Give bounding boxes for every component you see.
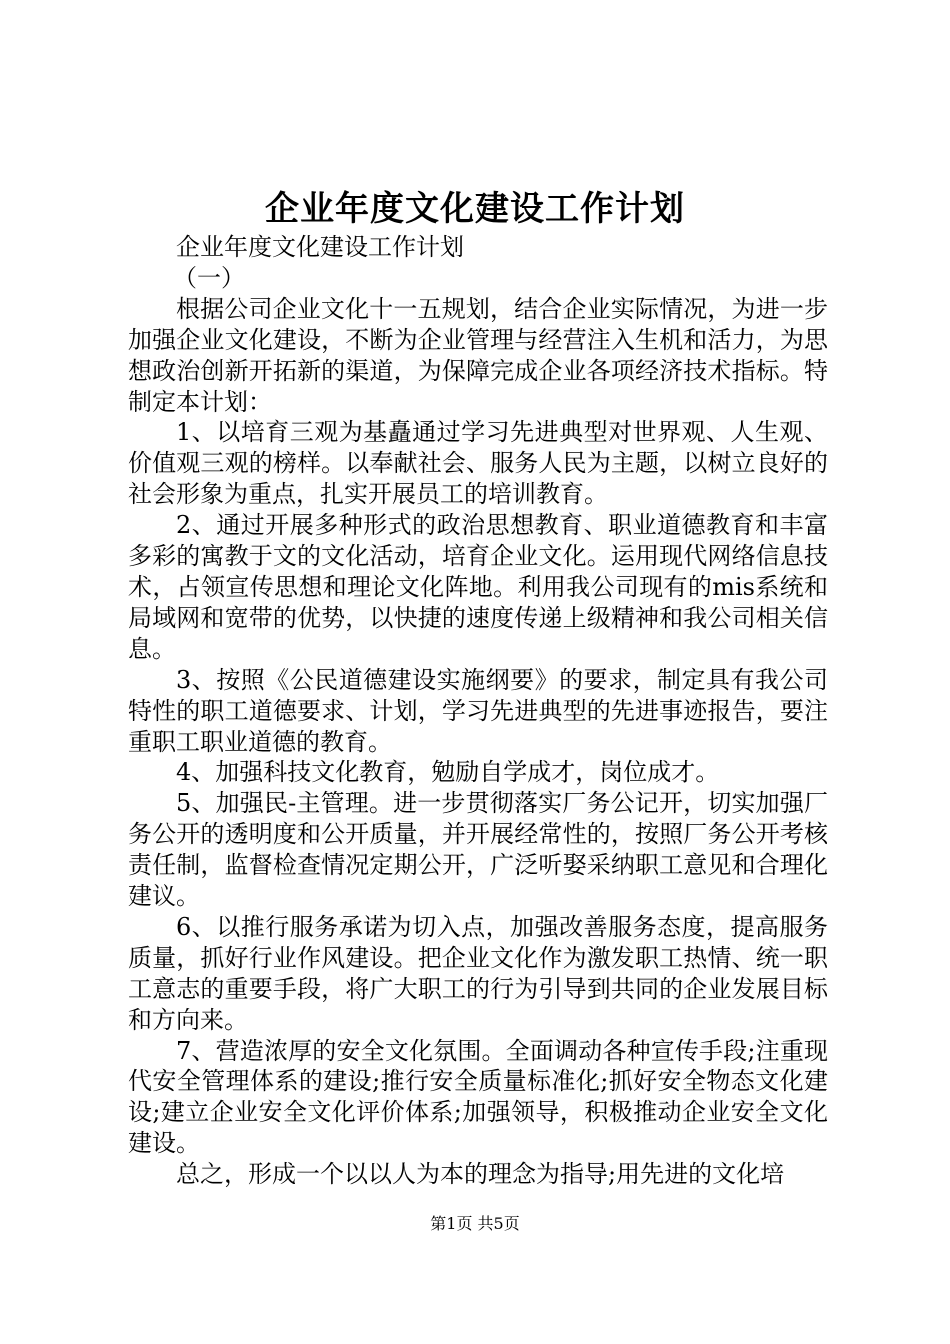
document-title: 企业年度文化建设工作计划 [265,189,685,229]
paragraph-item-7: 7、营造浓厚的安全文化氛围。全面调动各种宣传手段;注重现代安全管理体系的建设;推行安全质量标准化;抓好安全物态文化建设;建立企业安全文化评价体系;加强领导，积极推动企业安全文化建设。 [128,1036,828,1158]
paragraph-item-1: 1、以培育三观为基矗通过学习先进典型对世界观、人生观、价值观三观的榜样。以奉献社会、服务人民为主题，以树立良好的社会形象为重点，扎实开展员工的培训教育。 [128,418,828,509]
paragraph-item-2: 2、通过开展多种形式的政治思想教育、职业道德教育和丰富多彩的寓教于文的文化活动，培育企业文化。运用现代网络信息技术，占领宣传思想和理论文化阵地。利用我公司现有的mis系统和局域网和宽带的优势，以快捷的速度传递上级精神和我公司相关信息。 [128,511,828,663]
paragraph-item-4: 4、加强科技文化教育，勉励自学成才，岗位成才。 [176,758,720,787]
document-subtitle: 企业年度文化建设工作计划 [176,233,464,261]
paragraph-item-3: 3、按照《公民道德建设实施纲要》的要求，制定具有我公司特性的职工道德要求、计划，学习先进典型的先进事迹报告，要注重职工职业道德的教育。 [128,665,828,756]
paragraph-intro: 根据公司企业文化十一五规划，结合企业实际情况，为进一步加强企业文化建设，不断为企业管理与经营注入生机和活力，为思想政治创新开拓新的渠道，为保障完成企业各项经济技术指标。特制定本计划： [128,294,828,416]
document-body [128,232,828,1190]
page-footer: 第1页 共5页 [430,1214,520,1233]
section-marker: （一） [173,263,245,292]
paragraph-item-5: 5、加强民-主管理。进一步贯彻落实厂务公记开，切实加强厂务公开的透明度和公开质量，并开展经常性的，按照厂务公开考核责任制，监督检查情况定期公开，广泛听娶采纳职工意见和合理化建议。 [128,789,828,911]
paragraph-item-6: 6、以推行服务承诺为切入点，加强改善服务态度，提高服务质量，抓好行业作风建设。把企业文化作为激发职工热情、统一职工意志的重要手段，将广大职工的行为引导到共同的企业发展目标和方向来。 [128,912,828,1034]
paragraph-summary: 总之，形成一个以以人为本的理念为指导;用先进的文化培 [176,1160,785,1189]
